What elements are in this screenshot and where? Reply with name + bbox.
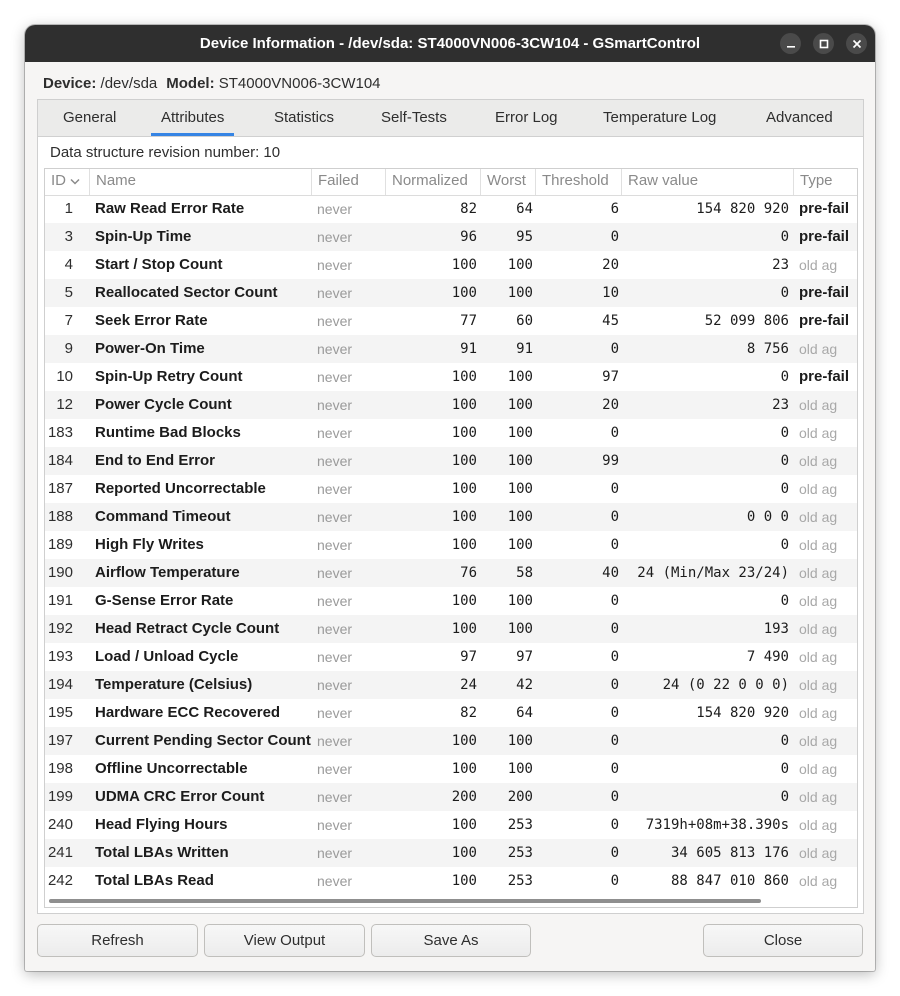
attribute-name: Offline Uncorrectable bbox=[95, 760, 248, 777]
attribute-threshold: 0 bbox=[610, 733, 619, 749]
attribute-id: 190 bbox=[47, 564, 73, 581]
attribute-id: 194 bbox=[47, 676, 73, 693]
attribute-type: old ag bbox=[799, 789, 838, 805]
attribute-threshold: 0 bbox=[610, 509, 619, 525]
attribute-raw-value: 0 bbox=[780, 229, 789, 245]
sort-descending-icon bbox=[70, 178, 80, 185]
attribute-normalized: 100 bbox=[451, 397, 477, 413]
attribute-failed: never bbox=[317, 369, 353, 385]
attribute-raw-value: 52 099 806 bbox=[704, 313, 789, 329]
attribute-name: G-Sense Error Rate bbox=[95, 592, 234, 609]
attribute-threshold: 0 bbox=[610, 537, 619, 553]
attribute-worst: 100 bbox=[507, 481, 533, 497]
attribute-name: Power-On Time bbox=[95, 340, 205, 357]
column-header-failed[interactable]: Failed bbox=[312, 169, 386, 195]
attribute-id: 195 bbox=[47, 704, 73, 721]
attribute-normalized: 100 bbox=[451, 481, 477, 497]
attribute-type: old ag bbox=[799, 873, 838, 889]
column-header-type[interactable]: Type bbox=[800, 172, 833, 189]
attribute-name: Hardware ECC Recovered bbox=[95, 704, 281, 721]
attribute-raw-value: 0 bbox=[780, 733, 789, 749]
attribute-id: 191 bbox=[47, 592, 73, 609]
attribute-type: pre-fail bbox=[799, 368, 850, 385]
attribute-name: Total LBAs Written bbox=[95, 844, 229, 861]
table-row[interactable] bbox=[45, 307, 857, 335]
attribute-raw-value: 34 605 813 176 bbox=[670, 845, 789, 861]
attribute-worst: 64 bbox=[516, 201, 533, 217]
attribute-name: Start / Stop Count bbox=[95, 256, 223, 273]
attribute-type: old ag bbox=[799, 845, 838, 861]
attribute-id: 12 bbox=[56, 396, 73, 413]
attribute-failed: never bbox=[317, 201, 353, 217]
attribute-failed: never bbox=[317, 509, 353, 525]
attribute-threshold: 0 bbox=[610, 649, 619, 665]
attribute-name: Reallocated Sector Count bbox=[95, 284, 278, 301]
attribute-raw-value: 154 820 920 bbox=[696, 705, 789, 721]
attribute-normalized: 76 bbox=[460, 565, 477, 581]
attribute-normalized: 82 bbox=[460, 705, 477, 721]
save-as-button[interactable]: Save As bbox=[371, 924, 531, 957]
attribute-normalized: 100 bbox=[451, 537, 477, 553]
table-row[interactable] bbox=[45, 783, 857, 811]
close-window-button[interactable] bbox=[846, 33, 867, 54]
attribute-threshold: 97 bbox=[602, 369, 619, 385]
attribute-worst: 100 bbox=[507, 537, 533, 553]
attribute-threshold: 0 bbox=[610, 705, 619, 721]
attribute-name: Spin-Up Retry Count bbox=[95, 368, 243, 385]
attribute-name: UDMA CRC Error Count bbox=[95, 788, 265, 805]
attribute-threshold: 0 bbox=[610, 873, 619, 889]
attribute-normalized: 100 bbox=[451, 285, 477, 301]
attribute-failed: never bbox=[317, 481, 353, 497]
attribute-raw-value: 88 847 010 860 bbox=[670, 873, 789, 889]
attribute-normalized: 100 bbox=[451, 845, 477, 861]
table-row[interactable] bbox=[45, 867, 857, 895]
attribute-failed: never bbox=[317, 565, 353, 581]
attribute-type: pre-fail bbox=[799, 312, 850, 329]
minimize-icon bbox=[786, 39, 796, 49]
attribute-worst: 97 bbox=[516, 649, 533, 665]
attribute-raw-value: 0 bbox=[780, 537, 789, 553]
attribute-failed: never bbox=[317, 313, 353, 329]
attribute-raw-value: 0 bbox=[780, 425, 789, 441]
attribute-failed: never bbox=[317, 341, 353, 357]
attribute-name: Command Timeout bbox=[95, 508, 231, 525]
attribute-failed: never bbox=[317, 845, 353, 861]
attribute-raw-value: 24 (0 22 0 0 0) bbox=[662, 677, 789, 693]
attribute-raw-value: 0 bbox=[780, 285, 789, 301]
attribute-failed: never bbox=[317, 397, 353, 413]
attribute-failed: never bbox=[317, 817, 353, 833]
attribute-type: old ag bbox=[799, 481, 838, 497]
attribute-name: Airflow Temperature bbox=[95, 564, 240, 581]
attribute-id: 242 bbox=[47, 872, 73, 889]
attribute-normalized: 100 bbox=[451, 621, 477, 637]
attribute-failed: never bbox=[317, 649, 353, 665]
attribute-raw-value: 154 820 920 bbox=[696, 201, 789, 217]
attribute-raw-value: 8 756 bbox=[746, 341, 789, 357]
table-row[interactable] bbox=[45, 587, 857, 615]
attribute-id: 189 bbox=[47, 536, 73, 553]
column-header-id-label: ID bbox=[51, 172, 66, 189]
attribute-type: old ag bbox=[799, 677, 838, 693]
attribute-normalized: 100 bbox=[451, 425, 477, 441]
attribute-normalized: 77 bbox=[460, 313, 477, 329]
attribute-worst: 100 bbox=[507, 425, 533, 441]
attribute-name: Reported Uncorrectable bbox=[95, 480, 266, 497]
attribute-worst: 60 bbox=[516, 313, 533, 329]
attribute-failed: never bbox=[317, 229, 353, 245]
table-row[interactable] bbox=[45, 671, 857, 699]
title-bar[interactable] bbox=[25, 25, 875, 62]
attribute-id: 187 bbox=[47, 480, 73, 497]
attribute-threshold: 40 bbox=[602, 565, 619, 581]
attribute-threshold: 0 bbox=[610, 761, 619, 777]
attribute-threshold: 0 bbox=[610, 593, 619, 609]
attribute-failed: never bbox=[317, 285, 353, 301]
attribute-id: 10 bbox=[56, 368, 73, 385]
attribute-name: Current Pending Sector Count bbox=[95, 732, 311, 749]
attribute-normalized: 97 bbox=[460, 649, 477, 665]
table-row[interactable] bbox=[45, 559, 857, 587]
table-row[interactable] bbox=[45, 475, 857, 503]
table-row[interactable] bbox=[45, 643, 857, 671]
tab-advanced[interactable]: Advanced bbox=[766, 109, 833, 126]
attribute-raw-value: 7319h+08m+38.390s bbox=[645, 817, 789, 833]
attribute-worst: 200 bbox=[507, 789, 533, 805]
attribute-normalized: 96 bbox=[460, 229, 477, 245]
attribute-type: old ag bbox=[799, 425, 838, 441]
maximize-button[interactable] bbox=[813, 33, 834, 54]
attribute-worst: 91 bbox=[516, 341, 533, 357]
tab-general[interactable]: General bbox=[63, 109, 117, 126]
attribute-id: 3 bbox=[64, 228, 73, 245]
table-row[interactable] bbox=[45, 363, 857, 391]
attribute-worst: 253 bbox=[507, 845, 533, 861]
attribute-raw-value: 23 bbox=[772, 397, 789, 413]
table-row[interactable] bbox=[45, 195, 857, 223]
attribute-worst: 100 bbox=[507, 733, 533, 749]
attribute-id: 9 bbox=[64, 340, 73, 357]
attribute-normalized: 100 bbox=[451, 453, 477, 469]
attribute-normalized: 82 bbox=[460, 201, 477, 217]
attribute-id: 241 bbox=[47, 844, 73, 861]
table-row[interactable] bbox=[45, 811, 857, 839]
attribute-id: 184 bbox=[47, 452, 73, 469]
attribute-worst: 100 bbox=[507, 397, 533, 413]
device-info-window bbox=[25, 25, 875, 971]
attribute-worst: 253 bbox=[507, 873, 533, 889]
table-row[interactable] bbox=[45, 699, 857, 727]
attribute-name: Temperature (Celsius) bbox=[95, 676, 253, 693]
attribute-failed: never bbox=[317, 621, 353, 637]
attribute-failed: never bbox=[317, 537, 353, 553]
attribute-normalized: 100 bbox=[451, 257, 477, 273]
attribute-threshold: 0 bbox=[610, 677, 619, 693]
attribute-id: 198 bbox=[47, 760, 73, 777]
attribute-type: pre-fail bbox=[799, 284, 850, 301]
attribute-threshold: 10 bbox=[602, 285, 619, 301]
tab-error-log[interactable]: Error Log bbox=[495, 109, 558, 126]
table-row[interactable] bbox=[45, 503, 857, 531]
attribute-type: old ag bbox=[799, 537, 838, 553]
attribute-name: End to End Error bbox=[95, 452, 215, 469]
attribute-id: 193 bbox=[47, 648, 73, 665]
table-row[interactable] bbox=[45, 335, 857, 363]
close-button[interactable]: Close bbox=[703, 924, 863, 957]
attribute-type: old ag bbox=[799, 453, 838, 469]
attribute-raw-value: 0 bbox=[780, 593, 789, 609]
window-title: Device Information - /dev/sda: ST4000VN006-3CW104 - GSmartControl bbox=[199, 35, 701, 52]
attribute-worst: 100 bbox=[507, 369, 533, 385]
table-header bbox=[45, 169, 857, 196]
table-row[interactable] bbox=[45, 419, 857, 447]
column-header-name[interactable]: Name bbox=[90, 169, 312, 195]
table-row[interactable] bbox=[45, 839, 857, 867]
attribute-worst: 100 bbox=[507, 453, 533, 469]
table-row[interactable] bbox=[45, 727, 857, 755]
attribute-raw-value: 0 bbox=[780, 761, 789, 777]
attribute-threshold: 20 bbox=[602, 397, 619, 413]
attribute-threshold: 0 bbox=[610, 229, 619, 245]
attribute-failed: never bbox=[317, 593, 353, 609]
attribute-normalized: 100 bbox=[451, 369, 477, 385]
attribute-raw-value: 0 0 0 bbox=[746, 509, 789, 525]
attribute-type: old ag bbox=[799, 817, 838, 833]
attribute-normalized: 100 bbox=[451, 873, 477, 889]
attribute-type: old ag bbox=[799, 593, 838, 609]
device-info-line bbox=[43, 75, 381, 92]
attribute-normalized: 24 bbox=[460, 677, 477, 693]
attribute-name: Head Retract Cycle Count bbox=[95, 620, 280, 637]
tab-temperature-log[interactable]: Temperature Log bbox=[603, 109, 717, 126]
attribute-raw-value: 193 bbox=[763, 621, 789, 637]
refresh-button[interactable]: Refresh bbox=[37, 924, 198, 957]
attribute-threshold: 0 bbox=[610, 341, 619, 357]
attribute-id: 188 bbox=[47, 508, 73, 525]
attribute-id: 1 bbox=[64, 200, 73, 217]
attribute-type: old ag bbox=[799, 509, 838, 525]
attribute-name: Runtime Bad Blocks bbox=[95, 424, 241, 441]
attribute-threshold: 0 bbox=[610, 789, 619, 805]
attribute-id: 199 bbox=[47, 788, 73, 805]
attribute-name: Head Flying Hours bbox=[95, 816, 228, 833]
attribute-name: High Fly Writes bbox=[95, 536, 204, 553]
view-output-button[interactable]: View Output bbox=[204, 924, 365, 957]
attribute-worst: 100 bbox=[507, 257, 533, 273]
attribute-worst: 100 bbox=[507, 621, 533, 637]
attribute-worst: 100 bbox=[507, 593, 533, 609]
attribute-type: old ag bbox=[799, 565, 838, 581]
attribute-type: old ag bbox=[799, 761, 838, 777]
attribute-threshold: 99 bbox=[602, 453, 619, 469]
attribute-name: Load / Unload Cycle bbox=[95, 648, 239, 665]
attribute-failed: never bbox=[317, 257, 353, 273]
attribute-type: old ag bbox=[799, 397, 838, 413]
column-header-raw-value[interactable]: Raw value bbox=[622, 169, 794, 195]
attribute-threshold: 0 bbox=[610, 425, 619, 441]
attribute-threshold: 0 bbox=[610, 845, 619, 861]
attribute-threshold: 0 bbox=[610, 817, 619, 833]
revision-number: Data structure revision number: 10 bbox=[50, 144, 281, 161]
attributes-table[interactable] bbox=[44, 168, 858, 908]
attribute-normalized: 100 bbox=[451, 593, 477, 609]
table-row[interactable] bbox=[45, 447, 857, 475]
attribute-threshold: 0 bbox=[610, 481, 619, 497]
attribute-worst: 42 bbox=[516, 677, 533, 693]
attribute-id: 183 bbox=[47, 424, 73, 441]
attribute-id: 240 bbox=[47, 816, 73, 833]
column-header-threshold[interactable]: Threshold bbox=[536, 169, 622, 195]
attribute-worst: 100 bbox=[507, 509, 533, 525]
attribute-name: Total LBAs Read bbox=[95, 872, 214, 889]
attribute-threshold: 45 bbox=[602, 313, 619, 329]
close-icon bbox=[852, 39, 862, 49]
attribute-id: 192 bbox=[47, 620, 73, 637]
attribute-raw-value: 0 bbox=[780, 789, 789, 805]
attribute-raw-value: 0 bbox=[780, 481, 789, 497]
attribute-name: Spin-Up Time bbox=[95, 228, 192, 245]
minimize-button[interactable] bbox=[780, 33, 801, 54]
attribute-name: Seek Error Rate bbox=[95, 312, 208, 329]
attribute-failed: never bbox=[317, 733, 353, 749]
tab-notebook bbox=[37, 99, 864, 914]
attribute-failed: never bbox=[317, 873, 353, 889]
attribute-worst: 58 bbox=[516, 565, 533, 581]
table-row[interactable] bbox=[45, 755, 857, 783]
attribute-name: Power Cycle Count bbox=[95, 396, 232, 413]
attribute-type: pre-fail bbox=[799, 228, 850, 245]
attribute-type: old ag bbox=[799, 733, 838, 749]
attribute-failed: never bbox=[317, 677, 353, 693]
attribute-type: old ag bbox=[799, 649, 838, 665]
table-row[interactable] bbox=[45, 615, 857, 643]
maximize-icon bbox=[819, 39, 829, 49]
attribute-failed: never bbox=[317, 453, 353, 469]
tab-attributes[interactable]: Attributes bbox=[161, 100, 224, 136]
tab-self-tests[interactable]: Self-Tests bbox=[381, 109, 447, 126]
attribute-raw-value: 0 bbox=[780, 453, 789, 469]
table-row[interactable] bbox=[45, 531, 857, 559]
attribute-id: 7 bbox=[64, 312, 73, 329]
attribute-worst: 100 bbox=[507, 285, 533, 301]
attribute-id: 5 bbox=[64, 284, 73, 301]
table-row[interactable] bbox=[45, 251, 857, 279]
attribute-id: 197 bbox=[47, 732, 73, 749]
attribute-raw-value: 0 bbox=[780, 369, 789, 385]
model-value: ST4000VN006-3CW104 bbox=[218, 75, 381, 92]
table-row[interactable] bbox=[45, 391, 857, 419]
attribute-failed: never bbox=[317, 705, 353, 721]
attribute-type: old ag bbox=[799, 621, 838, 637]
tab-bar bbox=[38, 100, 863, 137]
attribute-raw-value: 7 490 bbox=[746, 649, 789, 665]
attribute-normalized: 100 bbox=[451, 817, 477, 833]
attribute-id: 4 bbox=[64, 256, 73, 273]
attribute-type: old ag bbox=[799, 257, 838, 273]
table-row[interactable] bbox=[45, 223, 857, 251]
attribute-worst: 64 bbox=[516, 705, 533, 721]
attribute-failed: never bbox=[317, 761, 353, 777]
attribute-type: old ag bbox=[799, 705, 838, 721]
attribute-type: pre-fail bbox=[799, 200, 850, 217]
column-header-id[interactable] bbox=[45, 169, 90, 195]
attribute-normalized: 100 bbox=[451, 509, 477, 525]
attribute-type: old ag bbox=[799, 341, 838, 357]
device-value: /dev/sda bbox=[100, 75, 158, 92]
attribute-threshold: 0 bbox=[610, 621, 619, 637]
attribute-normalized: 100 bbox=[451, 761, 477, 777]
attribute-failed: never bbox=[317, 789, 353, 805]
column-header-worst[interactable]: Worst bbox=[481, 169, 536, 195]
attribute-worst: 100 bbox=[507, 761, 533, 777]
column-header-normalized[interactable]: Normalized bbox=[386, 169, 481, 195]
attribute-threshold: 20 bbox=[602, 257, 619, 273]
attribute-normalized: 91 bbox=[460, 341, 477, 357]
attribute-raw-value: 23 bbox=[772, 257, 789, 273]
attribute-name: Raw Read Error Rate bbox=[95, 200, 245, 217]
model-label: Model: bbox=[166, 75, 215, 92]
horizontal-scrollbar[interactable] bbox=[49, 899, 761, 903]
attribute-normalized: 200 bbox=[451, 789, 477, 805]
attribute-threshold: 6 bbox=[610, 201, 619, 217]
attribute-raw-value: 24 (Min/Max 23/24) bbox=[637, 565, 789, 581]
attribute-worst: 253 bbox=[507, 817, 533, 833]
table-row[interactable] bbox=[45, 279, 857, 307]
device-label: Device: bbox=[43, 75, 97, 92]
attribute-worst: 95 bbox=[516, 229, 533, 245]
tab-statistics[interactable]: Statistics bbox=[274, 109, 335, 126]
attribute-failed: never bbox=[317, 425, 353, 441]
attribute-normalized: 100 bbox=[451, 733, 477, 749]
